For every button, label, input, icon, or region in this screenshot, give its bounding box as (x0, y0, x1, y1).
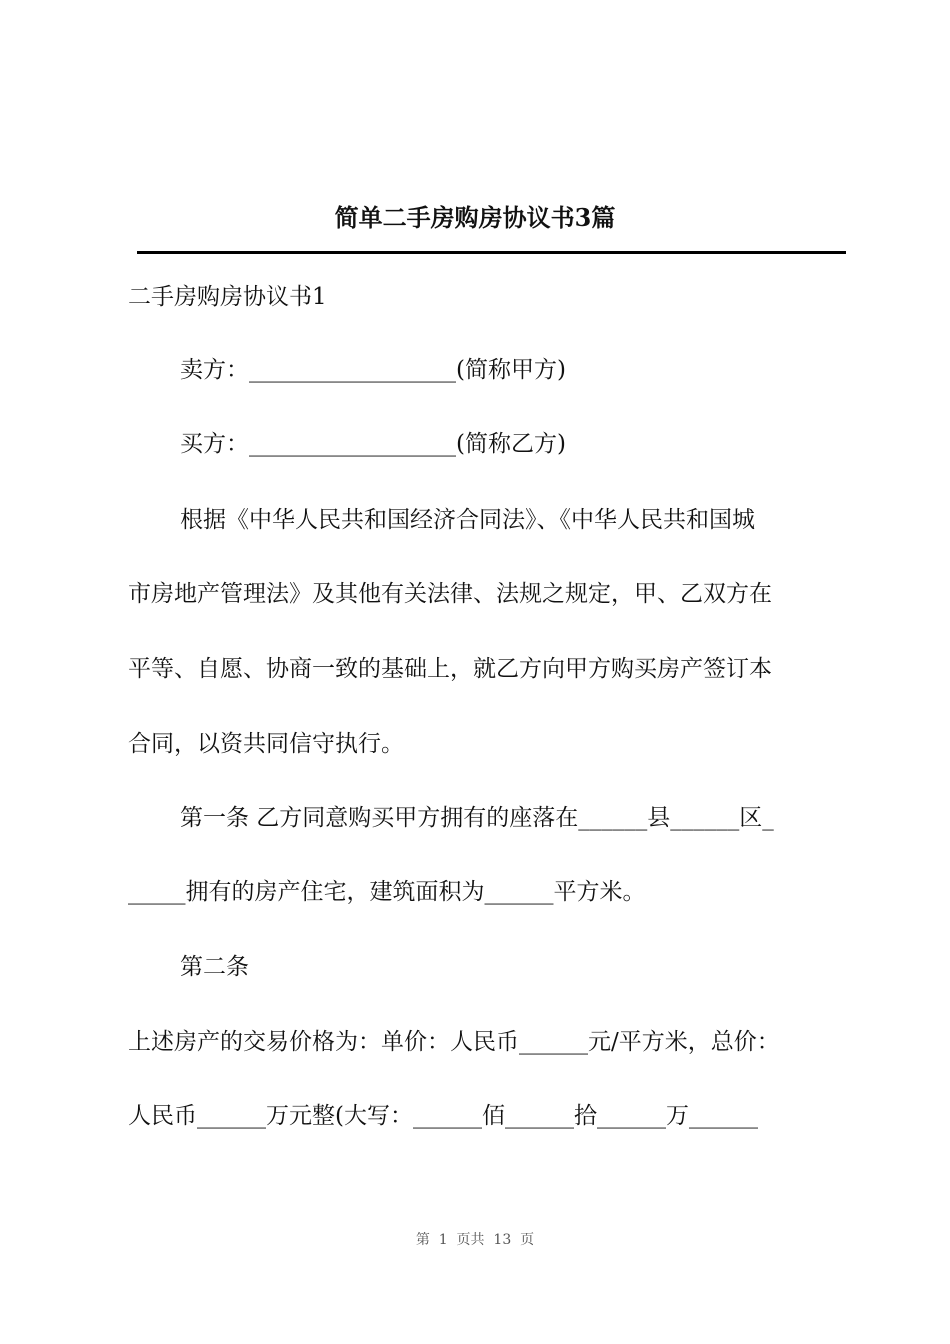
article1-line: 第一条 乙方同意购买甲方拥有的座落在______县______区_ (180, 805, 774, 831)
article2-line: 上述房产的交易价格为：单价：人民币______元/平方米，总价： (128, 1029, 780, 1055)
title-rule (137, 251, 846, 254)
paragraph-line: 根据《中华人民共和国经济合同法》、《中华人民共和国城 (180, 507, 755, 533)
paragraph-line: 平等、自愿、协商一致的基础上，就乙方向甲方购买房产签订本 (128, 656, 772, 682)
buyer-line: 买方：__________________(简称乙方) (180, 431, 566, 457)
article2-line: 人民币______万元整(大写：______佰______拾______万______ (128, 1103, 758, 1129)
page-footer: 第 1 页共 13 页 (415, 1232, 535, 1248)
article1-line: _____拥有的房产住宅，建筑面积为______平方米。 (128, 879, 646, 905)
section-heading: 二手房购房协议书1 (128, 284, 327, 310)
paragraph-line: 市房地产管理法》及其他有关法律、法规之规定，甲、乙双方在 (128, 581, 772, 607)
seller-line: 卖方：__________________(简称甲方) (180, 357, 566, 383)
paragraph-line: 合同，以资共同信守执行。 (128, 731, 404, 757)
article2-heading: 第二条 (180, 954, 249, 980)
document-title: 简单二手房购房协议书3篇 (334, 203, 616, 232)
